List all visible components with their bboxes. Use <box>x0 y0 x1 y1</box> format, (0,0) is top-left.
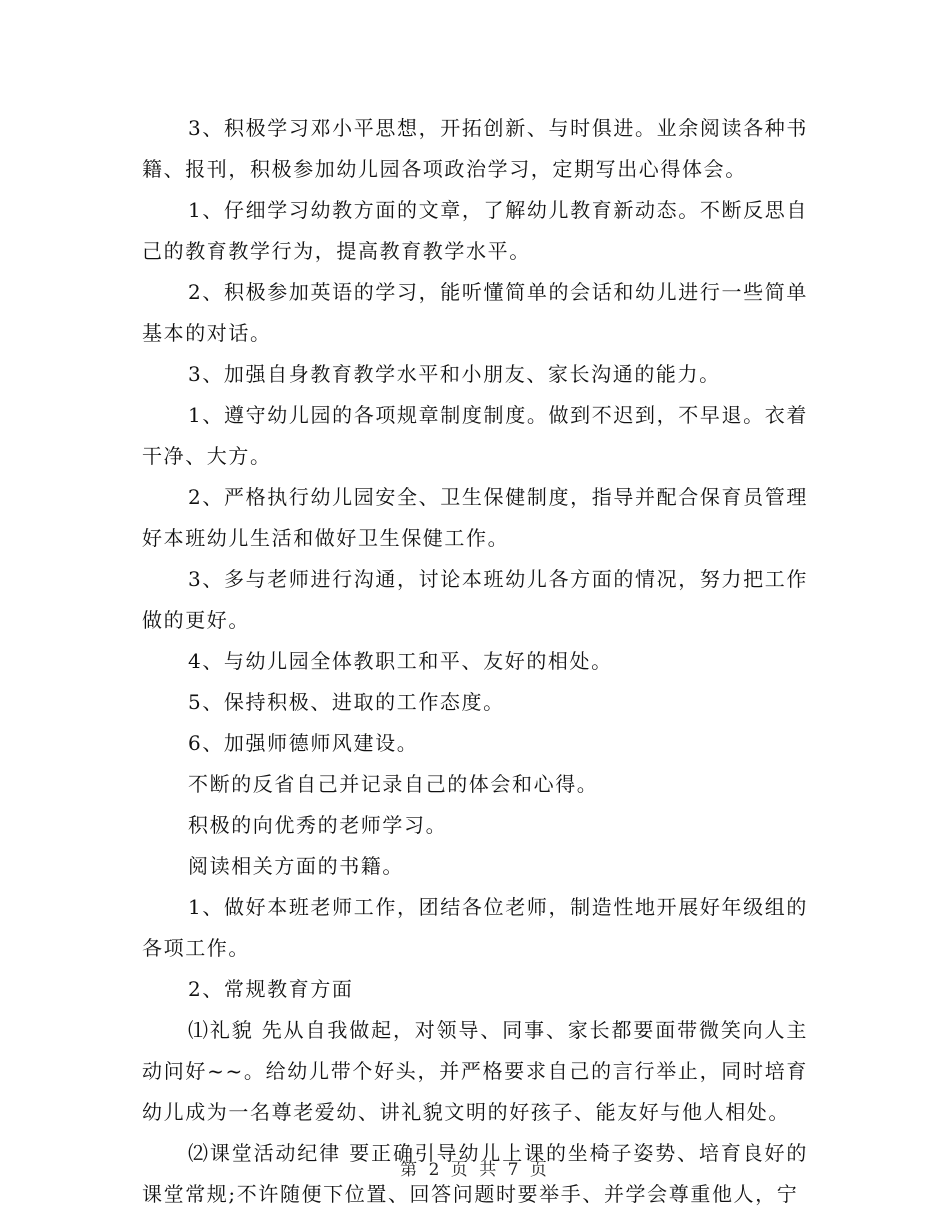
document-body <box>142 108 808 1215</box>
paragraph: 6、加强师德师风建设。 <box>188 731 419 755</box>
page-number-footer: 第 2 页 共 7 页 <box>400 1160 550 1180</box>
paragraph: 1、遵守幼儿园的各项规章制度制度。做到不迟到，不早退。衣着干净、大方。 <box>142 403 808 468</box>
paragraph: ⑴礼貌 先从自我做起，对领导、同事、家长都要面带微笑向人主动问好~~。给幼儿带个好头，并严格要求自己的言行举止，同时培育幼儿成为一名尊老爱幼、讲礼貌文明的好孩子、能友好与他人相处。 <box>142 1018 808 1124</box>
paragraph: 3、积极学习邓小平思想，开拓创新、与时俱进。业余阅读各种书籍、报刊，积极参加幼儿园各项政治学习，定期写出心得体会。 <box>142 116 808 181</box>
paragraph: 5、保持积极、进取的工作态度。 <box>188 690 505 714</box>
paragraph: 2、常规教育方面 <box>188 977 354 1001</box>
paragraph: 不断的反省自己并记录自己的体会和心得。 <box>188 772 599 796</box>
paragraph: 2、积极参加英语的学习，能听懂简单的会话和幼儿进行一些简单基本的对话。 <box>142 280 808 345</box>
paragraph: 4、与幼儿园全体教职工和平、友好的相处。 <box>188 649 613 673</box>
paragraph: 3、多与老师进行沟通，讨论本班幼儿各方面的情况，努力把工作做的更好。 <box>142 567 808 632</box>
paragraph: 1、做好本班老师工作，团结各位老师，制造性地开展好年级组的各项工作。 <box>142 895 808 960</box>
paragraph: ⑵课堂活动纪律 要正确引导幼儿上课的坐椅子姿势、培育良好的课堂常规;不许随便下位置、回答问题时要举手、并学会尊重他人，宁 <box>142 1141 808 1206</box>
paragraph: 阅读相关方面的书籍。 <box>188 854 404 878</box>
paragraph: 2、严格执行幼儿园安全、卫生保健制度，指导并配合保育员管理好本班幼儿生活和做好卫生保健工作。 <box>142 485 808 550</box>
paragraph: 1、仔细学习幼教方面的文章，了解幼儿教育新动态。不断反思自己的教育教学行为，提高教育教学水平。 <box>142 198 808 263</box>
paragraph: 积极的向优秀的老师学习。 <box>188 813 448 837</box>
paragraph: 3、加强自身教育教学水平和小朋友、家长沟通的能力。 <box>188 362 721 386</box>
